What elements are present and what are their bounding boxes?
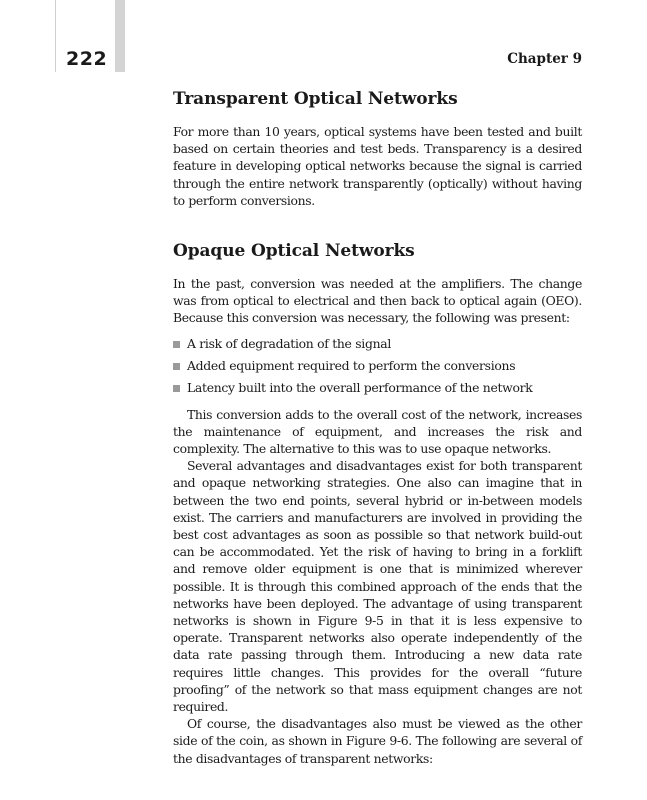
- paragraph: Of course, the disadvantages also must be viewed as the other side of the coin, as shown in Figure 9-6. The following are several of the disadvantages of transparent networks:: [173, 716, 582, 766]
- square-bullet-icon: [173, 341, 180, 348]
- square-bullet-icon: [173, 363, 180, 370]
- list-item-text: A risk of degradation of the signal: [187, 335, 392, 351]
- list-item: [173, 379, 582, 396]
- section-heading-opaque: Opaque Optical Networks: [173, 241, 415, 262]
- bullet-list: [173, 335, 582, 397]
- list-item: [173, 335, 582, 352]
- page-number: 222: [66, 48, 108, 70]
- page-edge-line: [55, 0, 56, 72]
- section-heading-transparent: Transparent Optical Networks: [173, 89, 458, 109]
- paragraph-intro: In the past, conversion was needed at the amplifiers. The change was from optical to electrical and then back to optical again (OEO). Because this conversion was necessary, the following was present:: [173, 276, 582, 326]
- paragraph: For more than 10 years, optical systems have been tested and built based on certain theories and test beds. Transparency is a desired feature in developing optical networks because the signal is carried through the entire network transparently (optically) without having to perform conversions.: [173, 124, 582, 208]
- list-item: [173, 357, 582, 374]
- page-tab-marker: [115, 0, 125, 72]
- page-body: [173, 87, 582, 767]
- chapter-label: Chapter 9: [507, 51, 582, 67]
- paragraph: This conversion adds to the overall cost of the network, increases the maintenance of equipment, and increases the risk and complexity. The alternative to this was to use opaque networks.: [173, 406, 582, 457]
- paragraph: Several advantages and disadvantages exist for both transparent and opaque networking strategies. One also can imagine that in between the two end points, several hybrid or in-between models exist. The carriers and manufacturers are involved in providing the best cost advantages as soon as possible so that network build-out can be accommodated. Yet the risk of having to bring in a forklift and remove older equipment is one that is minimized wherever possible. It is through this combined approach of the ends that the networks have been deployed. The advantage of using transparent networks is shown in Figure 9-5 in that it is less expensive to operate. Transparent networks also operate independently of the data rate passing through them. Introducing a new data rate requires little changes. This provides for the overall “future proofing” of the network so that mass equipment changes are not required.: [173, 458, 582, 715]
- list-item-text: Added equipment required to perform the conversions: [187, 358, 516, 374]
- list-item-text: Latency built into the overall performance of the network: [187, 380, 533, 396]
- square-bullet-icon: [173, 385, 180, 392]
